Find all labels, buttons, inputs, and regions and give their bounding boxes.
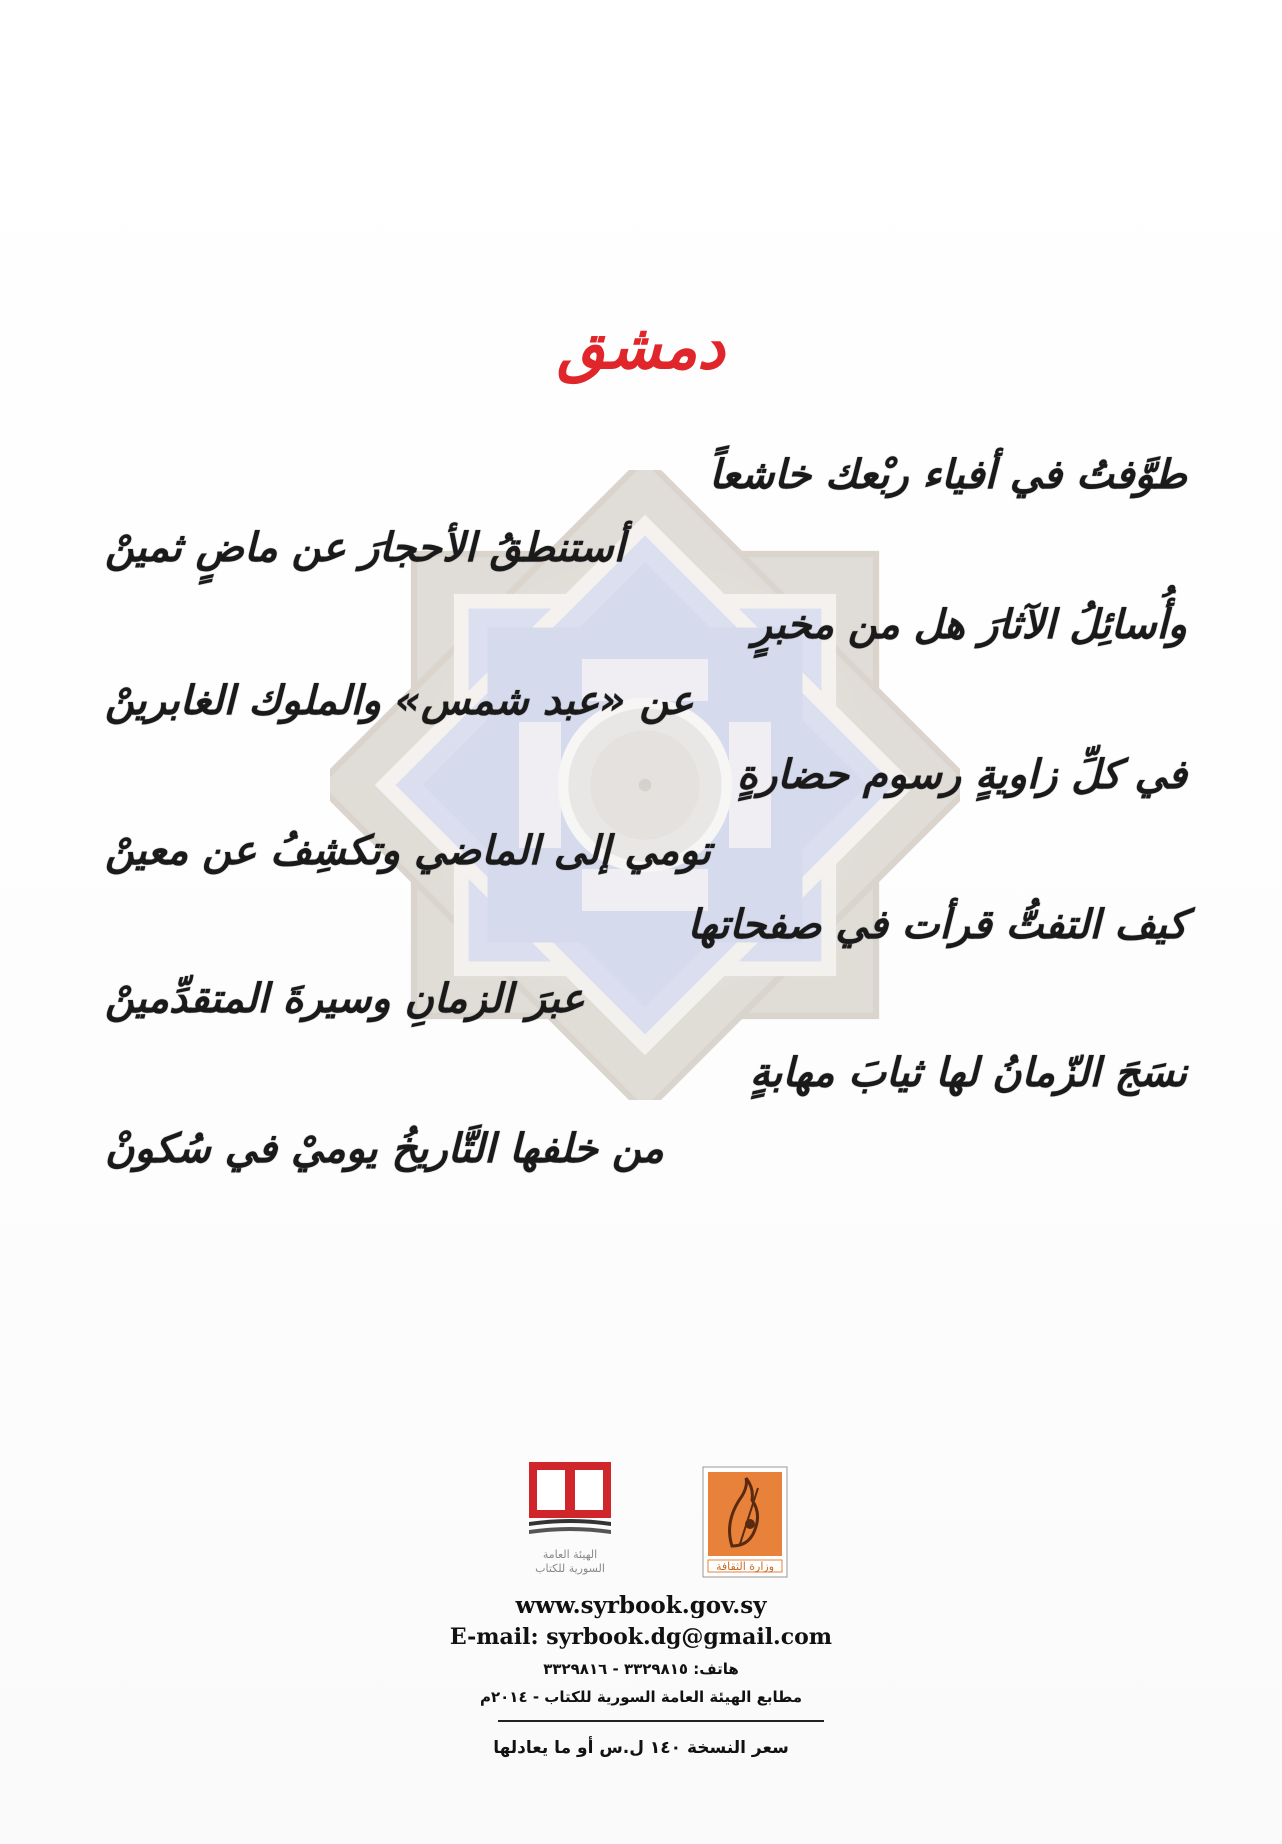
publisher-phone: هاتف: ٣٣٢٩٨١٥ - ٣٣٢٩٨١٦ (543, 1660, 739, 1678)
ministry-logo-caption: وزارة الثقافة (715, 1560, 775, 1573)
poem-title: دمشق (557, 310, 725, 383)
price-line: سعر النسخة ١٤٠ ل.س أو ما يعادلها (493, 1738, 789, 1758)
book-logo-caption: السورية للكتاب (535, 1562, 605, 1575)
open-book-icon (525, 1460, 615, 1580)
poem-line: نسَجَ الزّمانُ لها ثيابَ مهابةٍ (749, 1050, 1187, 1096)
poem-line: تومي إلى الماضي وتكشِفُ عن معينْ (105, 828, 711, 874)
publisher-logos (0, 1460, 1282, 1580)
poem-line: وأُسائِلُ الآثارَ هل من مخبرٍ (752, 602, 1187, 648)
publisher-website[interactable]: www.syrbook.gov.sy (515, 1592, 767, 1619)
poem-line: عبرَ الزمانِ وسيرةَ المتقدِّمينْ (105, 976, 585, 1022)
poem-line: طوَّفتُ في أفياء ربْعك خاشعاً (709, 452, 1187, 498)
publisher-email[interactable]: E-mail: syrbook.dg@gmail.com (449, 1624, 833, 1650)
poem-line: عن «عبد شمس» والملوك الغابرينْ (105, 678, 694, 724)
poem-line: أستنطقُ الأحجارَ عن ماضٍ ثمينْ (105, 525, 625, 571)
divider (498, 1720, 824, 1722)
poem-line: كيف التفتُّ قرأت في صفحاتها (687, 902, 1187, 948)
book-logo-caption: الهيئة العامة (542, 1548, 598, 1561)
poem-line: في كلِّ زاويةٍ رسوم حضارةٍ (737, 752, 1187, 798)
printer-line: مطابع الهيئة العامة السورية للكتاب - ٢٠١٤م (480, 1688, 802, 1706)
poem-line: من خلفها التَّاريخُ يوميْ في سُكونْ (105, 1126, 664, 1172)
ministry-of-culture-icon (702, 1466, 788, 1578)
